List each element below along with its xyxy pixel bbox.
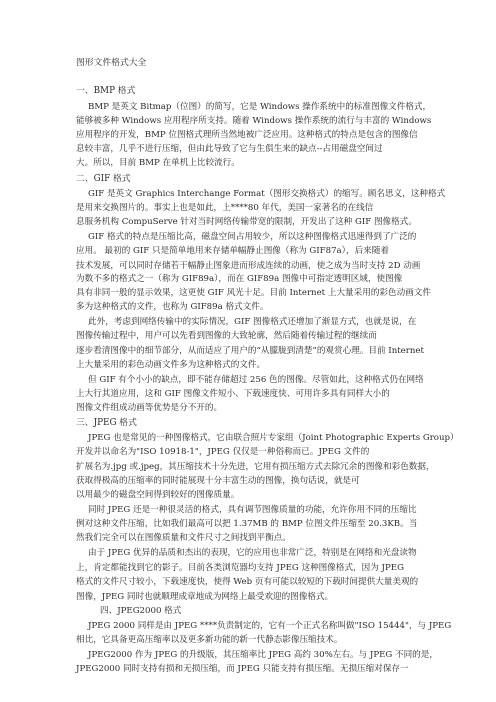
paragraph-line: JPEG 也是常见的一种图像格式，它由联合照片专家组（Joint Photographic Experts Group） (88, 433, 459, 443)
paragraph-line: 图像文件组成动画等优势是分不开的。 (76, 403, 223, 413)
paragraph-line: 具有非同一般的显示效果，这更使 GIF 风光十足。目前 Internet 上大量采用的彩色动画文件 (76, 288, 431, 298)
paragraph-line: 大。所以，目前 BMP 在单机上比较流行。 (76, 158, 240, 168)
paragraph-line: 格式的文件尺寸较小，下载速度快，使得 Web 页有可能以较短的下载时间提供大量美观的 (76, 577, 419, 587)
section-heading: 四、JPEG2000 格式 (100, 606, 182, 616)
paragraph-line: 上，肯定都能找到它的影子。目前各类浏览器均支持 JPEG 这种图像格式，因为 JPEG (76, 563, 404, 573)
paragraph-line: 然我们完全可以在图像质量和文件尺寸之间找到平衡点。 (76, 533, 291, 543)
paragraph-line: 是用来交换图片的。事实上也是如此，上****80 年代，美国一家著名的在线信 (76, 203, 374, 213)
paragraph-line: 此外，考虑到网络传输中的实际情况，GIF 图像格式还增加了渐显方式，也就是说，在 (88, 317, 417, 327)
paragraph-line: 同时 JPEG 还是一种很灵活的格式，具有调节图像质量的功能，允许你用不同的压缩比 (88, 505, 417, 515)
paragraph-line: 息较丰富，几乎不进行压缩，但由此导致了它与生俱生来的缺点--占用磁盘空间过 (76, 144, 383, 154)
paragraph-line: GIF 格式的特点是压缩比高，磁盘空间占用较少，所以这种图像格式迅速得到了广泛的 (88, 232, 417, 242)
paragraph-line: 逐步看清图像中的细节部分，从而适应了用户的“从朦胧到清楚”的观赏心理。目前 Internet (76, 346, 424, 356)
paragraph-line: 获取得极高的压缩率的同时能展现十分丰富生动的图像，换句话说，就是可 (76, 476, 360, 486)
paragraph-line: 应用程序的开发，BMP 位图格式理所当然地被广泛应用。这种格式的特点是包含的图像信 (76, 130, 418, 140)
section-heading: 二、GIF 格式 (76, 174, 131, 184)
paragraph-line: 扩展名为.jpg 或.jpeg，其压缩技术十分先进，它用有损压缩方式去除冗余的图像和彩色数据， (76, 462, 435, 472)
paragraph-line: 开发并以命名为"ISO 10918-1"，JPEG 仅仅是一种俗称而已。JPEG 文件的 (76, 447, 370, 457)
paragraph-line: 为数不多的格式之一（称为 GIF89a），而在 GIF89a 图像中可指定透明区域，使图像 (76, 274, 403, 284)
paragraph-line: 但 GIF 有个小小的缺点，即不能存储超过 256 色的图像。尽管如此，这种格式仍在网络 (88, 375, 424, 385)
paragraph-line: 例对这种文件压缩，比如我们最高可以把 1.37MB 的 BMP 位图文件压缩至 20.3KB。当 (76, 519, 418, 529)
document-title: 图形文件格式大全 (76, 58, 147, 68)
paragraph-line: 技术发展，可以同时存储若干幅静止图象进而形成连续的动画，使之成为当时支持 2D 动画 (76, 261, 421, 271)
paragraph-line: BMP 是英文 Bitmap（位图）的简写，它是 Windows 操作系统中的标准图像文件格式， (88, 102, 432, 112)
section-heading: 一、BMP 格式 (76, 86, 136, 96)
paragraph-line: 上大行其道应用，这和 GIF 图像文件短小、下载速度快、可用许多具有同样大小的 (76, 389, 390, 399)
paragraph-line: 息服务机构 CompuServe 针对当时网络传输带宽的限制，开发出了这种 GIF 图像格式。 (76, 217, 417, 227)
section-heading: 三、JPEG 格式 (76, 418, 137, 428)
paragraph-line: 以用最少的磁盘空间得到较好的图像质量。 (76, 490, 240, 500)
paragraph-line: JPEG2000 同时支持有损和无损压缩，而 JPEG 只能支持有损压缩。无损压缩对保存一 (76, 664, 409, 674)
paragraph-line: 图像，JPEG 同时也就顺理成章地成为网络上最受欢迎的图像格式。 (76, 592, 334, 602)
paragraph-line: GIF 是英文 Graphics Interchange Format（图形交换格式）的缩写。顾名思义，这种格式 (88, 189, 446, 199)
paragraph-line: JPEG 2000 同样是由 JPEG ****负责制定的，它有一个正式名称叫做"ISO 15444"，与 JPEG (88, 621, 452, 631)
paragraph-line: 多为这种格式的文件，也称为 GIF89a 格式文件。 (76, 302, 269, 312)
paragraph-line: 由于 JPEG 优异的品质和杰出的表现，它的应用也非常广泛，特别是在网络和光盘读物 (88, 548, 417, 558)
paragraph-line: 能够被多种 Windows 应用程序所支持。随着 Windows 操作系统的流行与丰富的 Windows (76, 116, 432, 126)
paragraph-line: 相比，它具备更高压缩率以及更多新功能的新一代静态影像压缩技术。 (76, 635, 343, 645)
paragraph-line: 图像传输过程中，用户可以先看到图像的大致轮廓，然后随着传输过程的继续而 (76, 331, 377, 341)
paragraph-line: 应用。 最初的 GIF 只是简单地用来存储单幅静止图像（称为 GIF87a），后来随着 (76, 246, 389, 256)
paragraph-line: JPEG2000 作为 JPEG 的升级版，其压缩率比 JPEG 高约 30%左右。与 JPEG 不同的是， (88, 650, 438, 660)
paragraph-line: 上大量采用的彩色动画文件多为这种格式的文件。 (76, 360, 266, 370)
